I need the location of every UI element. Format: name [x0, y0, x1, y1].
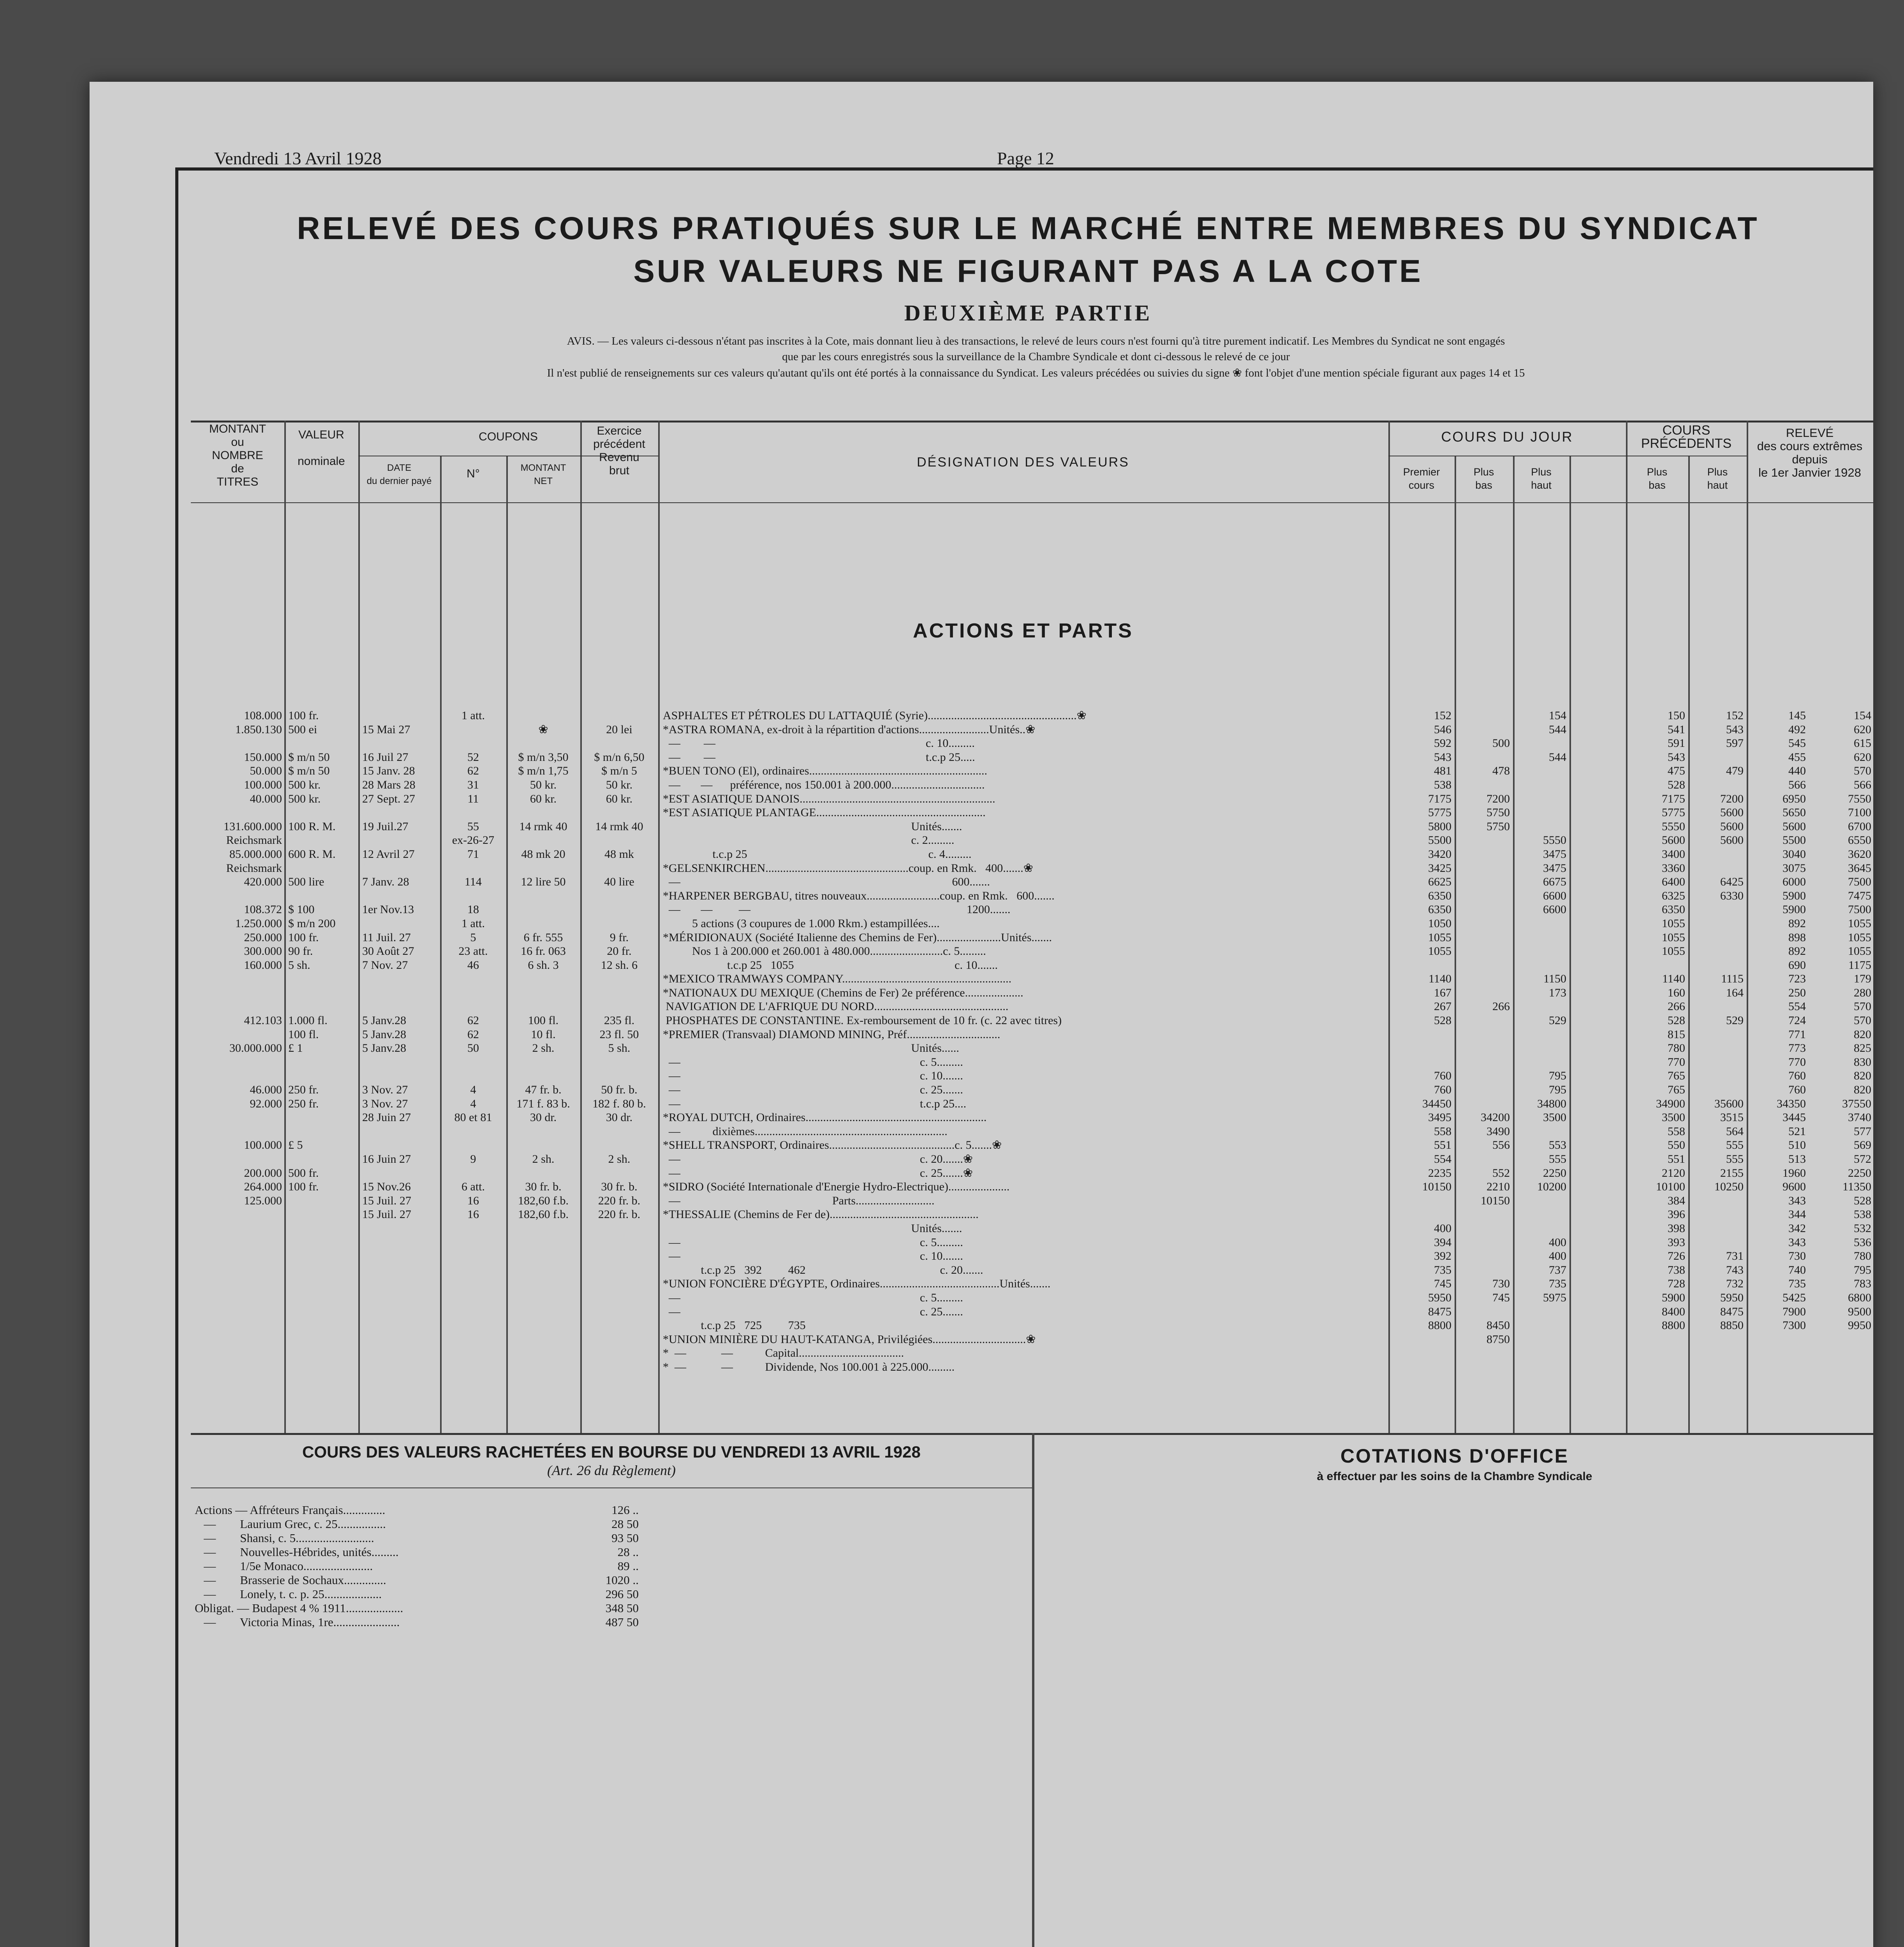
part-title: DEUXIÈME PARTIE	[904, 300, 1152, 326]
table-header-rule	[191, 502, 1873, 503]
header-prec-haut: Plus haut	[1707, 466, 1728, 491]
page-number: Page 12	[997, 148, 1054, 168]
col-plus-haut: 154 544 544 5550 3475 3475 6675 6600 6600 1150 173 529 795 795 34800 3500 553 555 2250 10200 400 400 737 735 5975	[1537, 709, 1566, 1304]
col-exercice: 20 lei $ m/n 6,50 $ m/n 5 50 kr. 60 kr. 14 rmk 40 48 mk 40 lire 9 fr. 20 fr. 12 sh. 6 235 fl. 23 fl. 50 5 sh. 50 fr. b. 182 f. 80 b. 30 dr. 2 sh. 30 fr. b. 220 fr. b. 220 fr. b.	[592, 723, 646, 1221]
header-cours-du-jour: COURS DU JOUR	[1441, 429, 1573, 445]
rachetees-names: Actions — Affréteurs Français.............. — Laurium Grec, c. 25................ — Shansi, c. 5.......................... — Nouvelles-Hébrides, unités......... — 1/5e Monaco....................... — Brasserie de Sochaux.............. — Lonely, t. c. p. 25................... Obligat. — Budapest 4 % 1911................... — Victoria Minas, 1re......................	[195, 1503, 403, 1629]
cotations-subtitle: à effectuer par les soins de la Chambre Syndicale	[1317, 1470, 1592, 1483]
header-releve: RELEVÉ des cours extrêmes depuis le 1er Janvier 1928	[1757, 426, 1863, 479]
header-no: N°	[467, 467, 480, 480]
col-divider	[1569, 456, 1571, 1433]
col-divider	[658, 421, 660, 1433]
notice-line1: AVIS. — Les valeurs ci-dessous n'étant pas inscrites à la Cote, mais donnant lieu à des transactions, le relevé de leurs cours n'est fourni qu'à titre purement indicatif. Les Membres du Syndicat ne sont engagés	[567, 335, 1505, 347]
newspaper-page	[90, 82, 1873, 1947]
col-divider	[358, 421, 360, 1433]
header-coupons: COUPONS	[479, 430, 538, 443]
col-valeur: 100 fr. 500 ei $ m/n 50 $ m/n 50 500 kr. 500 kr. 100 R. M. 600 R. M. 500 lire $ 100 $ m/n 200 100 fr. 90 fr. 5 sh. 1.000 fl. 100 fl. £ 1 250 fr. 250 fr. £ 5 500 fr. 100 fr.	[288, 709, 336, 1194]
mid-divider	[1032, 1433, 1034, 1947]
col-montant-net: ❀ $ m/n 3,50 $ m/n 1,75 50 kr. 60 kr. 14 rmk 40 48 mk 20 12 lire 50 6 fr. 555 16 fr. 063 6 sh. 3 100 fl. 10 fl. 2 sh. 47 fr. b. 171 f. 83 b. 30 dr. 2 sh. 30 fr. b. 182,60 f.b. 182,60 f.b.	[516, 723, 570, 1221]
header-montant-net: MONTANT NET	[520, 463, 566, 486]
col-date: 15 Mai 27 16 Juil 27 15 Janv. 28 28 Mars 28 27 Sept. 27 19 Juil.27 12 Avril 27 7 Janv. 28 1er Nov.13 11 Juil. 27 30 Août 27 7 Nov. 27 5 Janv.28 5 Janv.28 5 Janv.28 3 Nov. 27 3 Nov. 27 28 Juin 27 16 Juin 27 15 Nov.26 15 Juil. 27 15 Juil. 27	[362, 723, 416, 1221]
notice-line3: Il n'est publié de renseignements sur ces valeurs qu'autant qu'ils ont été portés à la connaissance du Syndicat. Les valeurs précédées ou suivies du signe ❀ font l'objet d'une mention spéciale figurant aux pages 14 et 15	[547, 367, 1525, 379]
header-plus-bas: Plus bas	[1473, 466, 1494, 491]
rachetees-title: COURS DES VALEURS RACHETÉES EN BOURSE DU VENDREDI 13 AVRIL 1928	[302, 1443, 921, 1461]
rachetees-subtitle: (Art. 26 du Règlement)	[547, 1463, 676, 1478]
col-prec-haut: 152 543 597 479 7200 5600 5600 5600 6425 6330 1115 164 529 35600 3515 564 555 555 2155 10250 731 743 732 5950 8475 8850	[1714, 709, 1744, 1332]
col-releve-haut: 154 620 615 620 570 566 7550 7100 6700 6550 3620 3645 7500 7475 7500 1055 1055 1055 1175 179 280 570 570 820 825 830 820 820 37550 3740 577 569 572 2250 11350 528 538 532 536 780 795 783 6800 9500 9950	[1842, 709, 1871, 1332]
header-date: DATE du dernier payé	[366, 463, 432, 486]
header-cours-precedents: COURS PRÉCÉDENTS	[1641, 423, 1732, 451]
header-designation: DÉSIGNATION DES VALEURS	[917, 455, 1129, 470]
col-plus-bas: 500 478 7200 5750 5750 266 34200 3490 556 552 2210 10150 730 745 8450 8750	[1481, 737, 1510, 1346]
main-title-line2: SUR VALEURS NE FIGURANT PAS A LA COTE	[633, 253, 1423, 289]
section-actions-et-parts: ACTIONS ET PARTS	[913, 620, 1133, 642]
main-title-line1: RELEVÉ DES COURS PRATIQUÉS SUR LE MARCHÉ ENTRE MEMBRES DU SYNDICAT	[297, 211, 1760, 246]
table-top-rule	[191, 421, 1873, 422]
header-montant: MONTANT ou NOMBRE de TITRES	[209, 422, 266, 488]
notice-line2: que par les cours enregistrés sous la surveillance de la Chambre Syndicale et dont ci-dessous le relevé de ce jour	[782, 350, 1290, 363]
col-prec-bas: 150 541 591 543 475 528 7175 5775 5550 5600 3400 3360 6400 6325 6350 1055 1055 1055 1140 160 266 528 815 780 770 765 765 34900 3500 558 550 551 2120 10100 384 396 398 393 726 738 728 5900 8400 8800	[1656, 709, 1685, 1332]
col-designation: ASPHALTES ET PÉTROLES DU LATTAQUIÉ (Syrie)...................................................❀ *ASTRA ROMANA, ex-droit à la répartition d'actions........................Unités..❀ — — c. 10......... — — t.c.p 25..... *BUEN TONO (El), ordinaires............................................................. — — préférence, nos 150.001 à 200.000................................ *EST ASIATIQUE DANOIS................................................................... *EST ASIATIQUE PLANTAGE.......................................................... Unités....... c. 2......... t.c.p 25 c. 4......... *GELSENKIRCHEN.................................................coup. en Rmk. 400.......❀ — 600....... *HARPENER BERGBAU, titres nouveaux.........................coup. en Rmk. 600....... — — — 1200....... 5 actions (3 coupures de 1.000 Rkm.) estampillées.... *MÉRIDIONAUX (Société Italienne des Chemins de Fer)......................Unités....... Nos 1 à 200.000 et 260.001 à 480.000.........................c. 5......... t.c.p 25 1055 c. 10....... *MEXICO TRAMWAYS COMPANY.......................................................... *NATIONAUX DU MEXIQUE (Chemins de Fer) 2e préférence.................... NAVIGATION DE L'AFRIQUE DU NORD.............................................. PHOSPHATES DE CONSTANTINE. Ex-remboursement de 10 fr. (c. 22 avec titres) *PREMIER (Transvaal) DIAMOND MINING, Préf................................ Unités...... — c. 5......... — c. 10....... — c. 25....... — t.c.p 25.... *ROYAL DUTCH, Ordinaires.............................................................. — dixièmes.................................................................. *SHELL TRANSPORT, Ordinaires...........................................c. 5.......❀ — c. 20.......❀ — c. 25.......❀ *SIDRO (Société Internationale d'Energie Hydro-Electrique)..................... — Parts........................... *THESSALIE (Chemins de Fer de)................................................... Unités....... — c. 5......... — c. 10....... t.c.p 25 392 462 c. 20....... *UNION FONCIÈRE D'ÉGYPTE, Ordinaires.........................................Unités....... — c. 5......... — c. 25....... t.c.p 25 725 735 *UNION MINIÈRE DU HAUT-KATANGA, Privilégiées................................❀ * — — Capital.................................... * — — Dividende, Nos 100.001 à 225.000.........	[663, 709, 1087, 1373]
header-prec-bas: Plus bas	[1647, 466, 1668, 491]
col-divider	[284, 421, 286, 1433]
col-releve-bas: 145 492 545 455 440 566 6950 5650 5600 5500 3040 3075 6000 5900 5900 892 898 892 690 723 250 554 724 771 773 770 760 760 34350 3445 521 510 513 1960 9600 343 344 342 343 730 740 735 5425 7900 7300	[1777, 709, 1806, 1332]
rachetees-values: 126 .. 28 50 93 50 28 .. 89 .. 1020 .. 296 50 348 50 487 50	[605, 1503, 639, 1629]
col-no: 1 att. 52 62 31 11 55 ex-26-27 71 114 18 1 att. 5 23 att. 46 62 62 50 4 4 80 et 81 9 6 att. 16 16	[452, 709, 495, 1221]
cotations-title: COTATIONS D'OFFICE	[1340, 1445, 1569, 1467]
page-date: Vendredi 13 Avril 1928	[214, 148, 382, 168]
col-montant: 108.000 1.850.130 150.000 50.000 100.000 40.000 131.600.000 Reichsmark 85.000.000 Reichsmark 420.000 108.372 1.250.000 250.000 300.000 160.000 412.103 30.000.000 46.000 92.000 100.000 200.000 264.000 125.000	[224, 709, 282, 1207]
header-plus-haut: Plus haut	[1531, 466, 1552, 491]
header-premier: Premier cours	[1403, 466, 1440, 491]
header-valeur: VALEUR nominale	[298, 428, 345, 468]
col-premier-cours: 152 546 592 543 481 538 7175 5775 5800 5500 3420 3425 6625 6350 6350 1050 1055 1055 1140 167 267 528 760 760 34450 3495 558 551 554 2235 10150 400 394 392 735 745 5950 8475 8800	[1422, 709, 1451, 1332]
header-exercice: Exercice précédent Revenu brut	[593, 424, 645, 477]
